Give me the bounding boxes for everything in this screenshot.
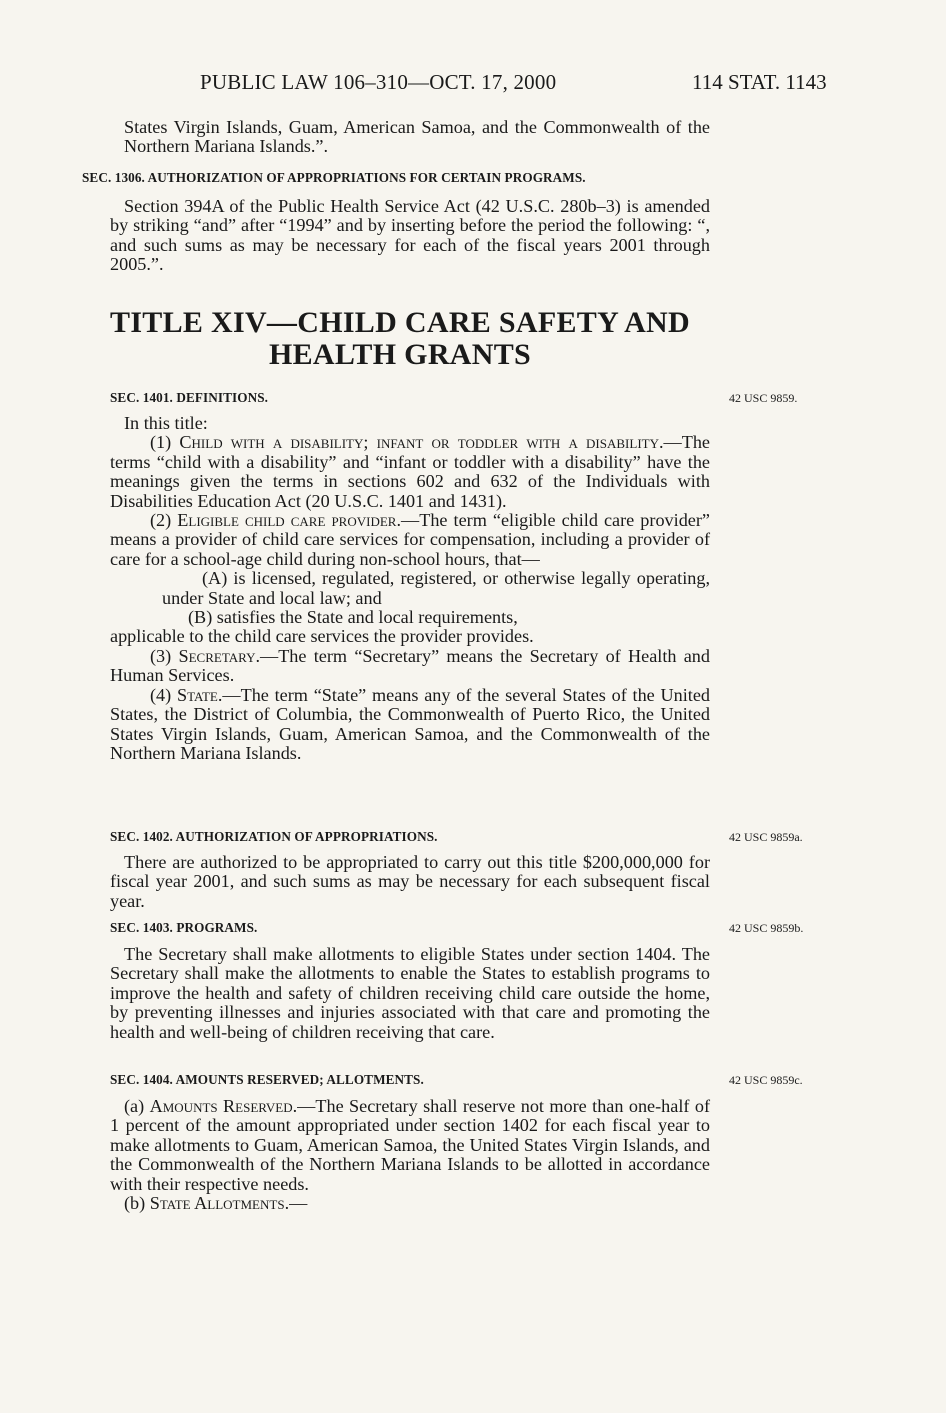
sec-1402-heading: SEC. 1402. AUTHORIZATION OF APPROPRIATIONS. — [110, 829, 438, 844]
definition-1-num: (1) — [150, 432, 180, 453]
subsection-a-text: .—The Secretary shall reserve not more than one-half of 1 percent of the amount appropriated under section 1402 for each fiscal year to make allotments to Guam, American Samoa, the United States Virgin Islands, and the Commonwealth of the Northern Mariana Islands to be allotted in accordance with their respective needs. — [110, 1096, 711, 1194]
sec-1401-intro: In this title: — [124, 413, 208, 433]
definition-2-term: Eligible child care provider — [177, 510, 397, 531]
sec-1306-paragraph: Section 394A of the Public Health Service Act (42 U.S.C. 280b–3) is amended by striking “and” after “1994” and by inserting before the period the following: “, and such sums as may be necessary for each of the fiscal years 2001 through 2005.”. — [110, 195, 710, 275]
definition-4-text: .—The term “State” means any of the several States of the United States, the District of Columbia, the Commonwealth of Puerto Rico, the United States Virgin Islands, Guam, American Samoa, and the Commonwealth of the Northern Mariana Islands. — [110, 684, 710, 763]
running-header-left: PUBLIC LAW 106–310—OCT. 17, 2000 — [200, 70, 557, 94]
definition-3-num: (3) — [150, 645, 179, 666]
definition-1 — [110, 433, 710, 511]
sec-1402-paragraph: There are authorized to be appropriated to carry out this title $200,000,000 for fiscal year 2001, and such sums as may be necessary for each subsequent fiscal year. — [110, 852, 710, 911]
sec-1404-margin-note: 42 USC 9859c. — [729, 1073, 803, 1087]
sec-1401-margin-note: 42 USC 9859. — [729, 391, 798, 405]
subsection-a-term: Amounts Reserved — [149, 1096, 293, 1116]
sec-1401-heading: SEC. 1401. DEFINITIONS. — [110, 390, 269, 405]
definition-1-text: .—The terms “child with a disability” and “infant or toddler with a disability” have the meanings given the terms in sections 602 and 632 of the Individuals with Disabilities Education Act (20 U.S.C. 1401 and 1431). — [110, 432, 710, 511]
subsection-a-num: (a) — [124, 1096, 150, 1116]
definition-2-num: (2) — [150, 510, 178, 531]
definition-4 — [110, 686, 710, 764]
sec-1401-body — [110, 414, 710, 763]
running-header-right: 114 STAT. 1143 — [692, 70, 827, 94]
definition-4-term: State — [176, 684, 218, 705]
subsection-b-text: .— — [284, 1193, 308, 1214]
subsection-b-num: (b) — [124, 1193, 150, 1214]
sec-1404-body — [110, 1097, 710, 1213]
definition-3-term: Secretary — [178, 645, 256, 666]
subsection-b — [110, 1194, 710, 1213]
definition-4-num: (4) — [150, 684, 177, 705]
sec-1404-heading: SEC. 1404. AMOUNTS RESERVED; ALLOTMENTS. — [110, 1072, 424, 1087]
definition-2-clause-b: (B) satisfies the State and local requirements, — [188, 607, 518, 628]
subsection-b-term: State Allotments — [149, 1193, 285, 1214]
sec-1402-margin-note: 42 USC 9859a. — [729, 830, 803, 844]
sec-1306-heading: SEC. 1306. AUTHORIZATION OF APPROPRIATIONS FOR CERTAIN PROGRAMS. — [82, 169, 586, 185]
definition-3-text: .—The term “Secretary” means the Secretary of Health and Human Services. — [110, 645, 710, 686]
intro-block — [82, 117, 710, 275]
sec-1403-paragraph: The Secretary shall make allotments to eligible States under section 1404. The Secretary shall make the allotments to enable the States to establish programs to improve the health and safety of children receiving child care outside the home, by preventing illnesses and injuries associated with that care and promoting the health and well-being of children receiving that care. — [110, 944, 710, 1042]
definition-2-clause-a: (A) is licensed, regulated, registered, or otherwise legally operating, under State and local law; and — [162, 568, 710, 608]
continuation-paragraph: States Virgin Islands, Guam, American Samoa, and the Commonwealth of the Northern Mariana Islands.”. — [124, 117, 710, 157]
definition-2-tail: applicable to the child care services the provider provides. — [110, 626, 534, 647]
sec-1403-heading: SEC. 1403. PROGRAMS. — [110, 920, 258, 935]
definition-1-term: Child with a disability; infant or toddler with a disability — [179, 432, 659, 453]
subsection-a — [110, 1097, 710, 1194]
sec-1403-margin-note: 42 USC 9859b. — [729, 921, 804, 935]
sec-1403-body — [110, 945, 710, 1042]
title-heading — [90, 307, 710, 371]
title-line-2: HEALTH GRANTS — [268, 338, 532, 371]
sec-1402-body — [110, 853, 710, 911]
definition-2 — [110, 511, 710, 569]
title-line-1: TITLE XIV—CHILD CARE SAFETY AND — [110, 306, 690, 339]
definition-2-text: .—The term “eligible child care provider” means a provider of child care services for compensation, including a provider of care for a school-age child during non-school hours, that— — [110, 510, 710, 569]
definition-3 — [110, 647, 710, 686]
